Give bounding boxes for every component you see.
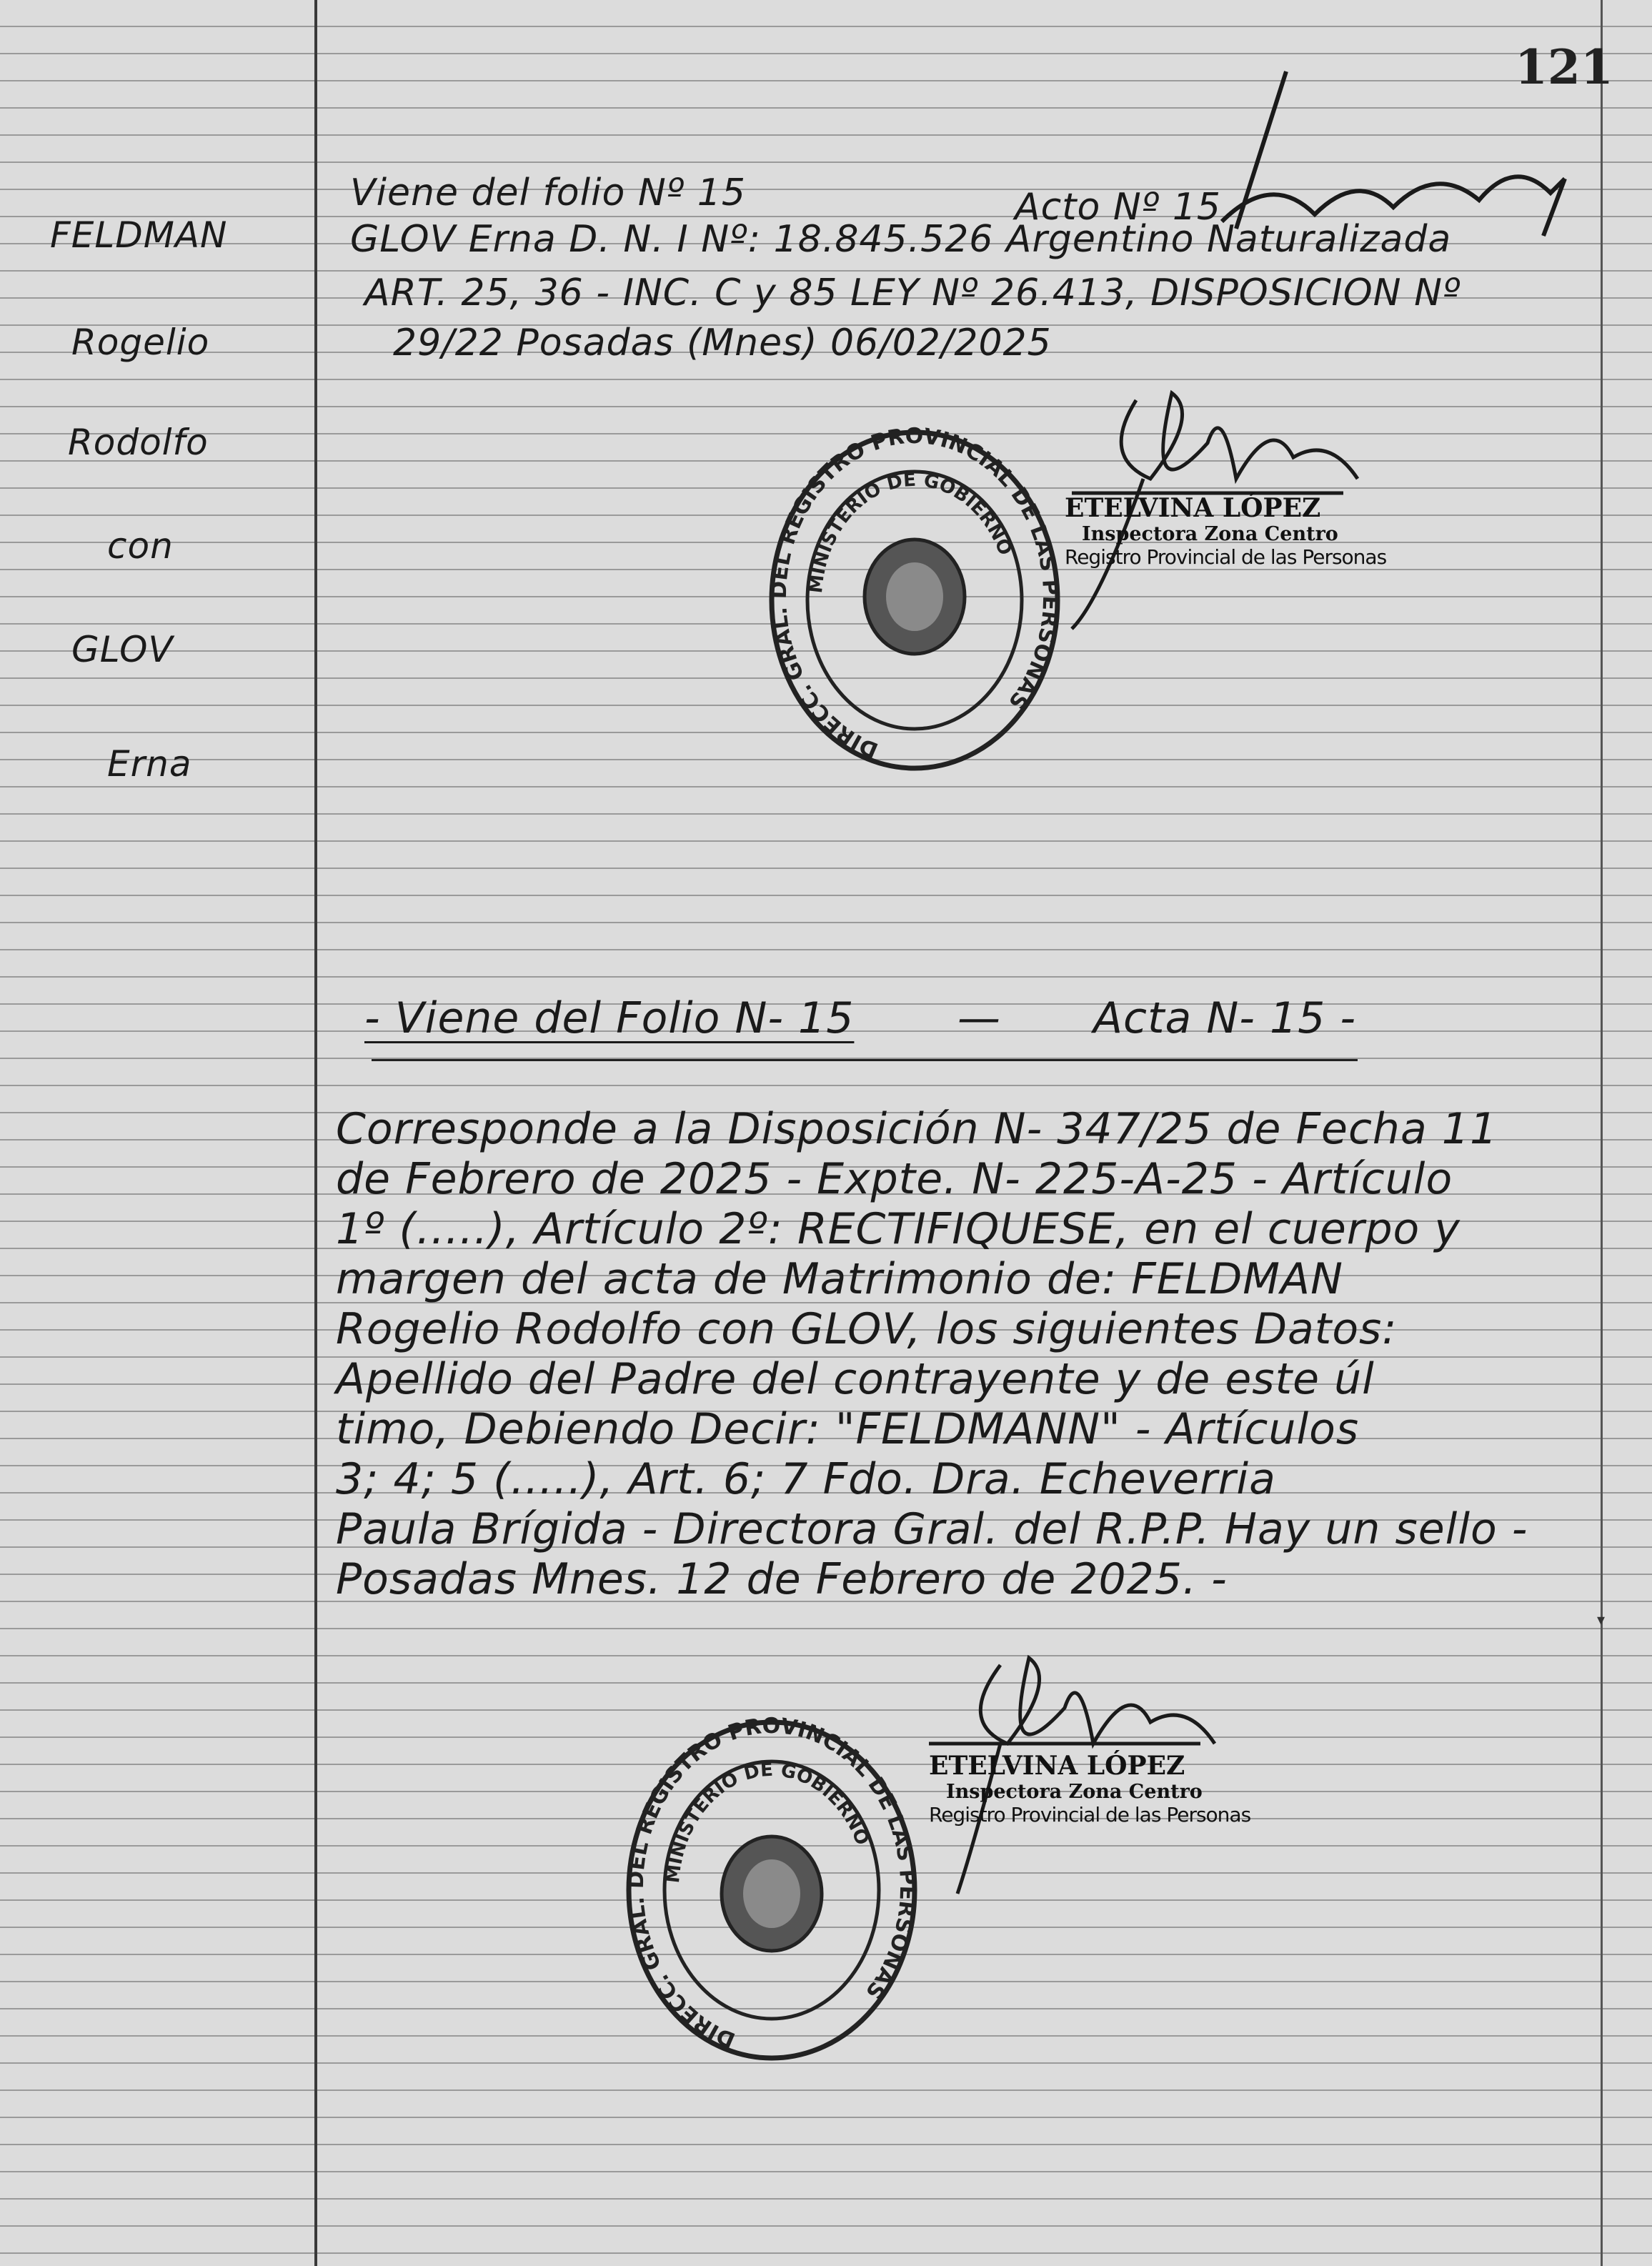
- margin-surname-2: GLOV: [71, 629, 174, 670]
- entry2-line-4: margen del acta de Matrimonio de: FELDMAN: [336, 1254, 1343, 1304]
- signature-top-org: Registro Provincial de las Personas: [1065, 545, 1387, 569]
- margin-conjunction: con: [107, 525, 174, 567]
- entry2-line-9: Paula Brígida - Directora Gral. del R.P.P. Hay un sello -: [336, 1504, 1528, 1554]
- seal-top-inner-text: MINISTERIO DE GOBIERNO: [805, 469, 1016, 595]
- seal-bottom-outer-text: DIRECC. GRAL. DEL REGISTRO PROVINCIAL DE LAS PERSONAS: [623, 1713, 920, 2053]
- signature-bottom-org: Registro Provincial de las Personas: [929, 1803, 1251, 1827]
- entry2-line-7: timo, Debiendo Decir: "FELDMANN" - Artículos: [336, 1404, 1360, 1454]
- entry2-line-2: de Febrero de 2025 - Expte. N- 225-A-25 - Artículo: [336, 1154, 1453, 1204]
- entry2-line-1: Corresponde a la Disposición N- 347/25 de Fecha 11: [336, 1104, 1498, 1154]
- signature-top-name: ETELVINA LÓPEZ: [1065, 493, 1321, 523]
- signature-bottom-role: Inspectora Zona Centro: [946, 1781, 1203, 1803]
- entry2-line-8: 3; 4; 5 (.....), Art. 6; 7 Fdo. Dra. Echeverria: [336, 1454, 1276, 1504]
- margin-surname-1: FELDMAN: [50, 214, 228, 256]
- signature-bottom-caption: [929, 1751, 1250, 1827]
- margin-rule: [314, 0, 317, 2266]
- margin-given-name-3: Erna: [107, 743, 192, 785]
- entry1-acta: Acto Nº 15: [1015, 186, 1221, 229]
- top-signature-scribble: [1208, 57, 1579, 243]
- entry2-line-6: Apellido del Padre del contrayente y de este úl: [336, 1354, 1375, 1404]
- entry1-line-2: GLOV Erna D. N. I Nº: 18.845.526 Argentino Naturalizada: [350, 218, 1452, 261]
- entry2-header-left: - Viene del Folio N- 15: [364, 993, 855, 1043]
- signature-bottom-name: ETELVINA LÓPEZ: [929, 1751, 1185, 1781]
- entry2-line-10: Posadas Mnes. 12 de Febrero de 2025. -: [336, 1554, 1228, 1604]
- entry2-line-5: Rogelio Rodolfo con GLOV, los siguientes Datos:: [336, 1304, 1398, 1354]
- seal-top: [765, 422, 1065, 779]
- signature-top-caption: [1065, 493, 1386, 569]
- page-edge: [1601, 0, 1603, 2266]
- entry1-line-3: ART. 25, 36 - INC. C y 85 LEY Nº 26.413, DISPOSICION Nº: [364, 272, 1461, 314]
- entry2-header-right: Acta N- 15 -: [1093, 993, 1357, 1043]
- seal-top-outer-text: DIRECC. GRAL. DEL REGISTRO PROVINCIAL DE LAS PERSONAS: [766, 423, 1063, 763]
- signature-top-role: Inspectora Zona Centro: [1082, 523, 1338, 545]
- page-edge-mark-icon: ▾: [1597, 1611, 1606, 1629]
- entry2-header-double-underline: [372, 1059, 1358, 1061]
- seal-bottom-inner-text: MINISTERIO DE GOBIERNO: [662, 1759, 873, 1884]
- margin-given-name-1: Rogelio: [71, 322, 210, 363]
- entry2-line-3: 1º (.....), Artículo 2º: RECTIFIQUESE, en el cuerpo y: [336, 1204, 1461, 1254]
- seal-bottom: [622, 1711, 922, 2069]
- entry1-line-4: 29/22 Posadas (Mnes) 06/02/2025: [393, 322, 1052, 364]
- entry2-dash: —: [957, 993, 1001, 1043]
- entry1-line-1: Viene del folio Nº 15: [350, 172, 746, 214]
- folio-number: 121: [1515, 39, 1613, 95]
- margin-given-name-2: Rodolfo: [68, 422, 209, 463]
